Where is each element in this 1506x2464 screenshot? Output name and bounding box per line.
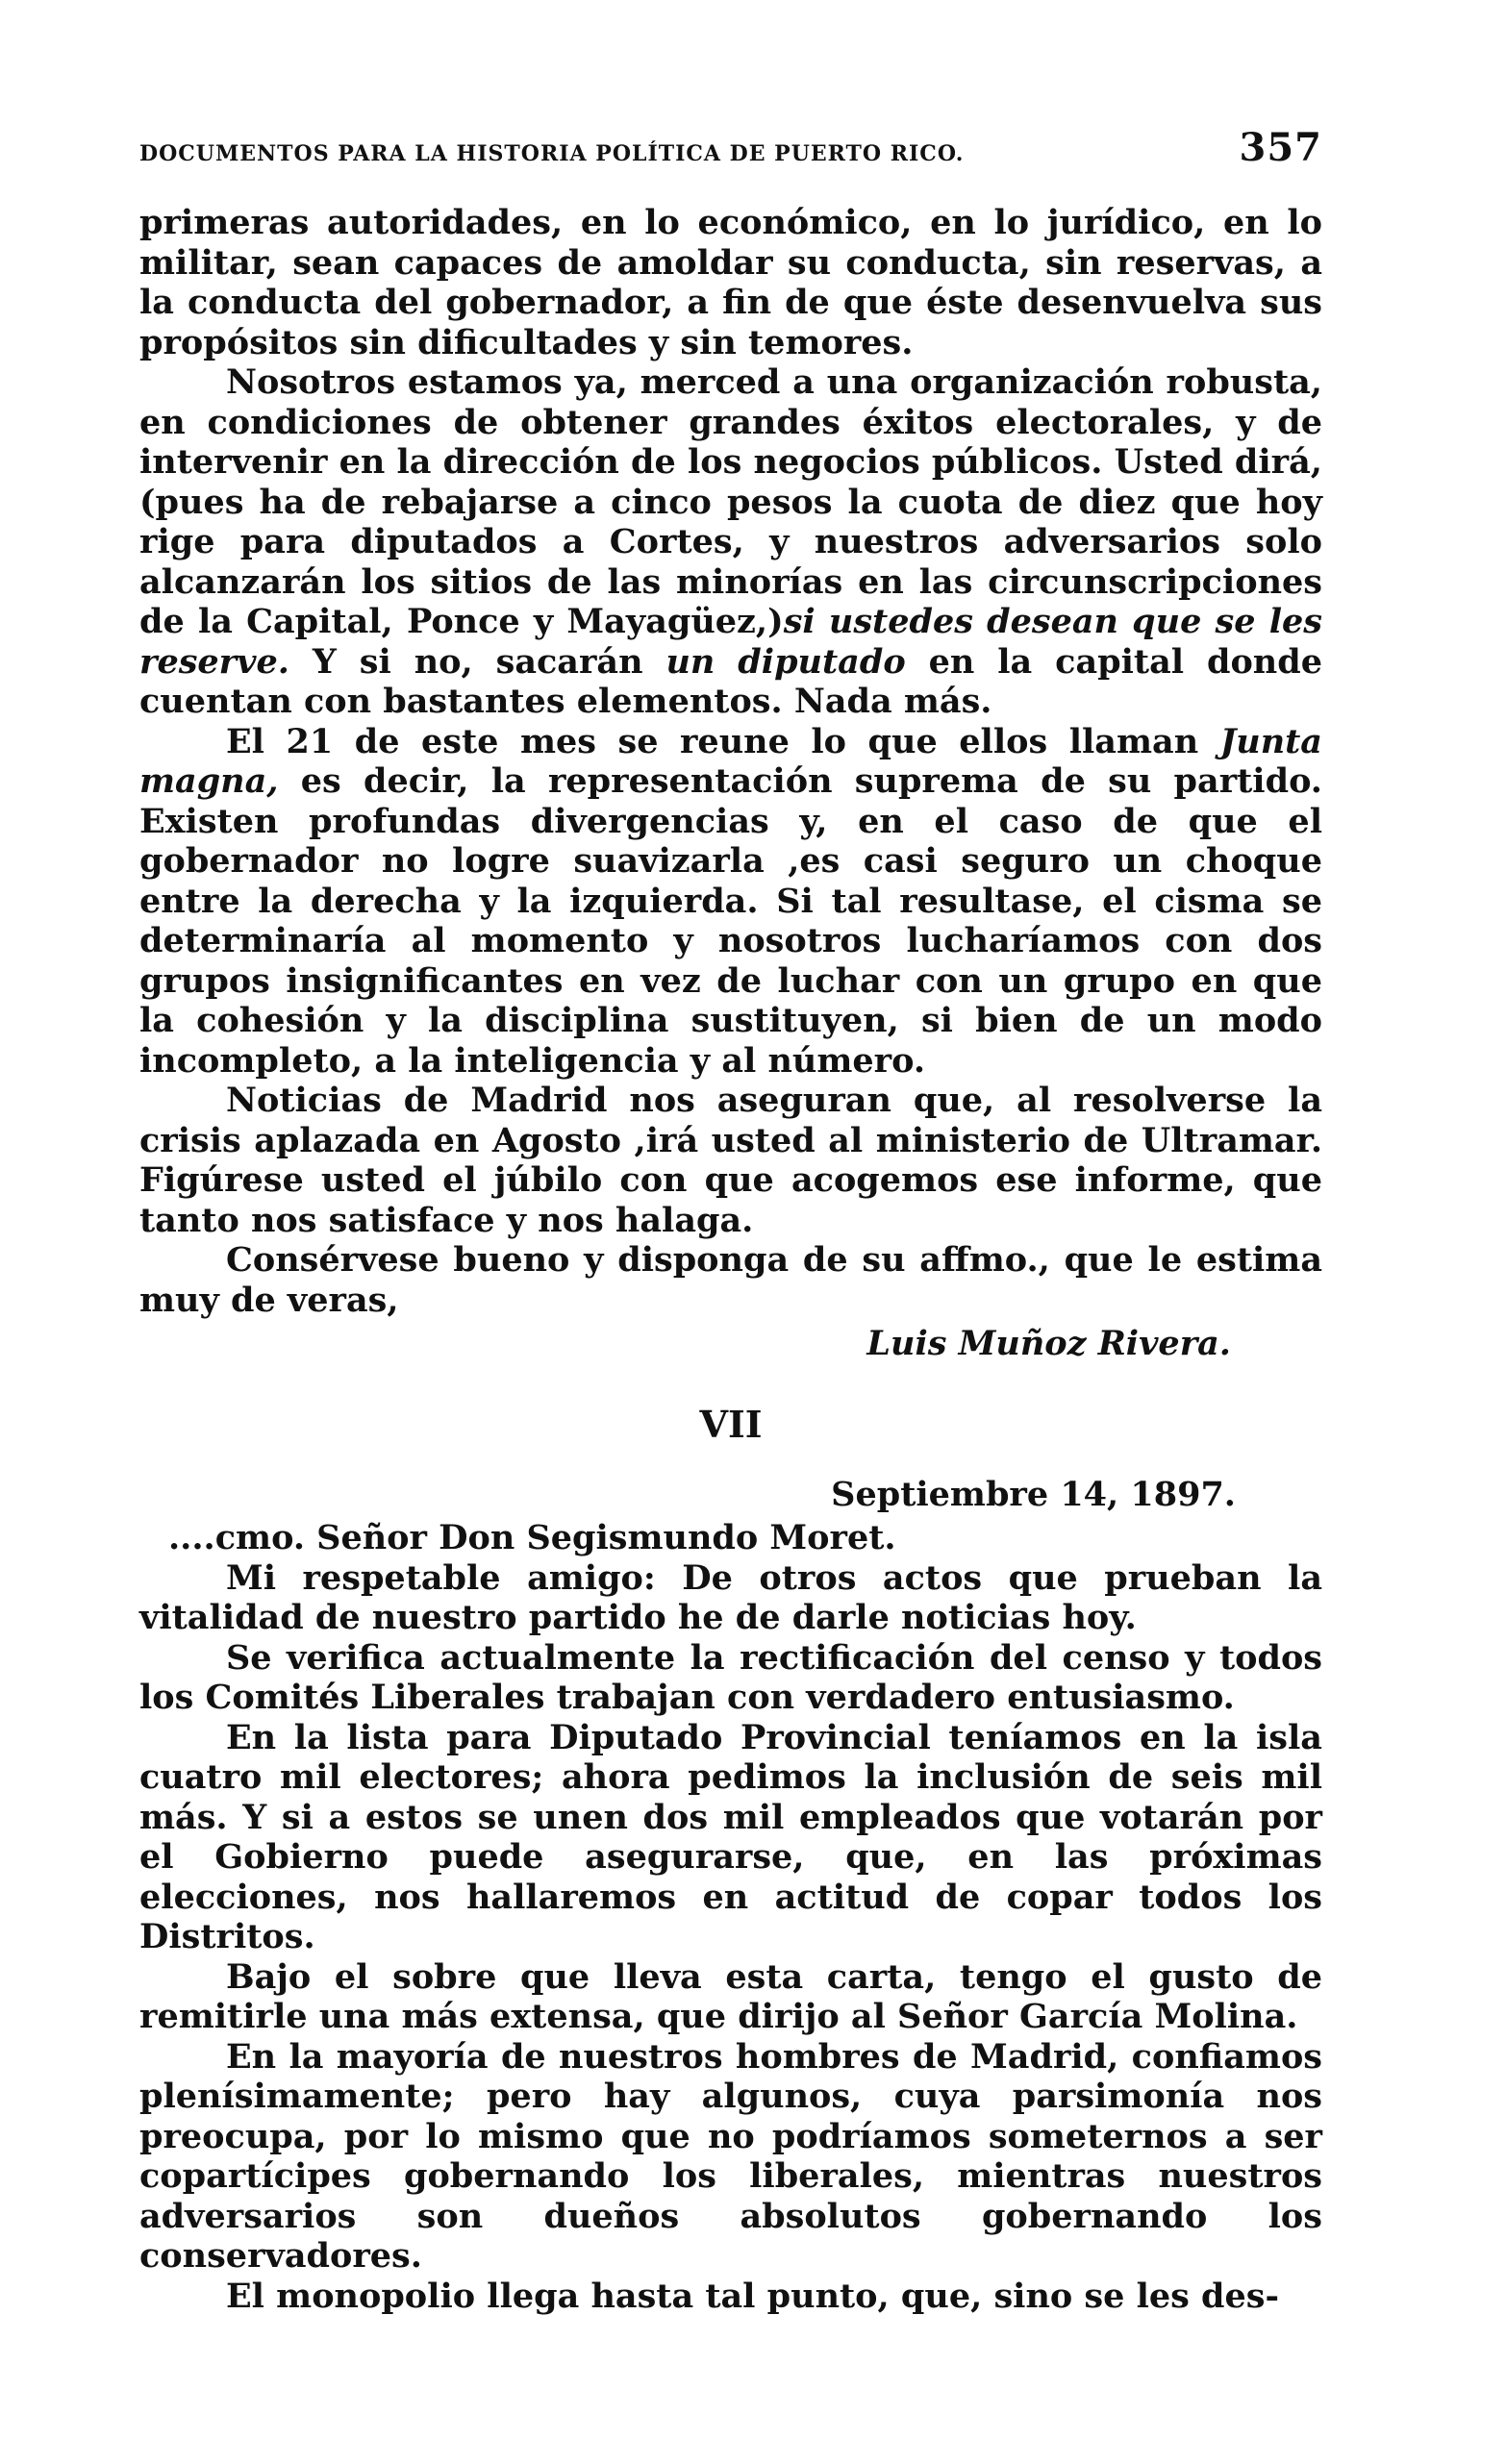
- running-title: DOCUMENTOS PARA LA HISTORIA POLÍTICA DE PUERTO RICO.: [139, 141, 965, 166]
- book-page: [139, 125, 1322, 2316]
- section-number: VII: [699, 1402, 763, 1446]
- letter-b-paragraph-6: El monopolio llega hasta tal punto, que, sino se les des-: [226, 2276, 1280, 2316]
- letter-a-p2-italic-2: un diputado: [665, 641, 906, 682]
- running-header: [139, 125, 1322, 170]
- signature: Luis Muñoz Rivera.: [866, 1324, 1231, 1363]
- letter-a-paragraph-2: [139, 362, 1322, 722]
- letter-a-paragraph-3: [139, 722, 1322, 1082]
- letter-b-salutation: ....cmo. Señor Don Segismundo Moret.: [168, 1518, 896, 1557]
- letter-a-p2-text-a: Nosotros estamos ya, merced a una organización robusta, en condiciones de obtener grandes éxitos electorales, y de intervenir en la dirección de los negocios públicos. Usted dirá, (pues ha de rebajarse a cinco pesos la cuota de diez que hoy rige para diputados a Cortes, y nuestros adversarios solo alcanzarán los sitios de las minorías en las circunscripciones de la Capital, Ponce y Mayagüez,): [139, 362, 1322, 641]
- letter-a-p2-italic-1: si ustedes desean que se les reserve.: [139, 602, 1322, 682]
- letter-b-paragraph-2: Se verifica actualmente la rectificación del censo y todos los Comités Liberales trabajan con verdadero entusiasmo.: [139, 1637, 1322, 1717]
- letter-a-p3-italic: Junta magna,: [139, 721, 1322, 801]
- letter-a-p3-text-a: El 21 de este mes se reune lo que ellos llaman: [226, 721, 1220, 761]
- letter-a-p2-text-c: en la capital donde cuentan con bastantes elementos. Nada más.: [139, 641, 1322, 721]
- letter-b-paragraph-5: En la mayoría de nuestros hombres de Madrid, confiamos plenísimamente; pero hay algunos, cuya parsimonía nos preocupa, por lo mismo que no podríamos someternos a ser copartícipes gobernando los liberales, mientras nuestros adversarios son dueños absolutos gobernando los conservadores.: [139, 2036, 1322, 2276]
- page-number: 357: [1239, 125, 1322, 170]
- letter-b-paragraph-1: Mi respetable amigo: De otros actos que prueban la vitalidad de nuestro partido he de darle noticias hoy.: [139, 1557, 1322, 1637]
- letter-b-paragraph-3: En la lista para Diputado Provincial teníamos en la isla cuatro mil electores; ahora pedimos la inclusión de seis mil más. Y si a estos se unen dos mil empleados que votarán por el Gobierno puede asegurarse, que, en las próximas elecciones, nos hallaremos en actitud de copar todos los Distritos.: [139, 1717, 1322, 1956]
- letter-date: Septiembre 14, 1897.: [831, 1474, 1236, 1514]
- letter-a-paragraph-1: primeras autoridades, en lo económico, en lo jurídico, en lo militar, sean capaces de amoldar su conducta, sin reservas, a la conducta del gobernador, a fin de que éste desenvuelva sus propósitos sin dificultades y sin temores.: [139, 203, 1322, 362]
- letter-b-paragraph-4: Bajo el sobre que lleva esta carta, tengo el gusto de remitirle una más extensa, que dirijo al Señor García Molina.: [139, 1956, 1322, 2036]
- letter-a-p3-text-b: es decir, la representación suprema de su partido. Existen profundas divergencias y, en el caso de que el gobernador no logre suavizarla ,es casi seguro un choque entre la derecha y la izquierda. Si tal resultase, el cisma se determinaría al momento y nosotros lucharíamos con dos grupos insignificantes en vez de luchar con un grupo en que la cohesión y la disciplina sustituyen, si bien de un modo incompleto, a la inteligencia y al número.: [139, 761, 1322, 1081]
- letter-a-paragraph-5: Consérvese bueno y disponga de su affmo., que le estima muy de veras,: [139, 1240, 1322, 1320]
- letter-a-p2-text-b: Y si no, sacarán: [289, 641, 666, 682]
- letter-a-paragraph-4: Noticias de Madrid nos aseguran que, al resolverse la crisis aplazada en Agosto ,irá usted al ministerio de Ultramar. Figúrese usted el júbilo con que acogemos ese informe, que tanto nos satisface y nos halaga.: [139, 1081, 1322, 1240]
